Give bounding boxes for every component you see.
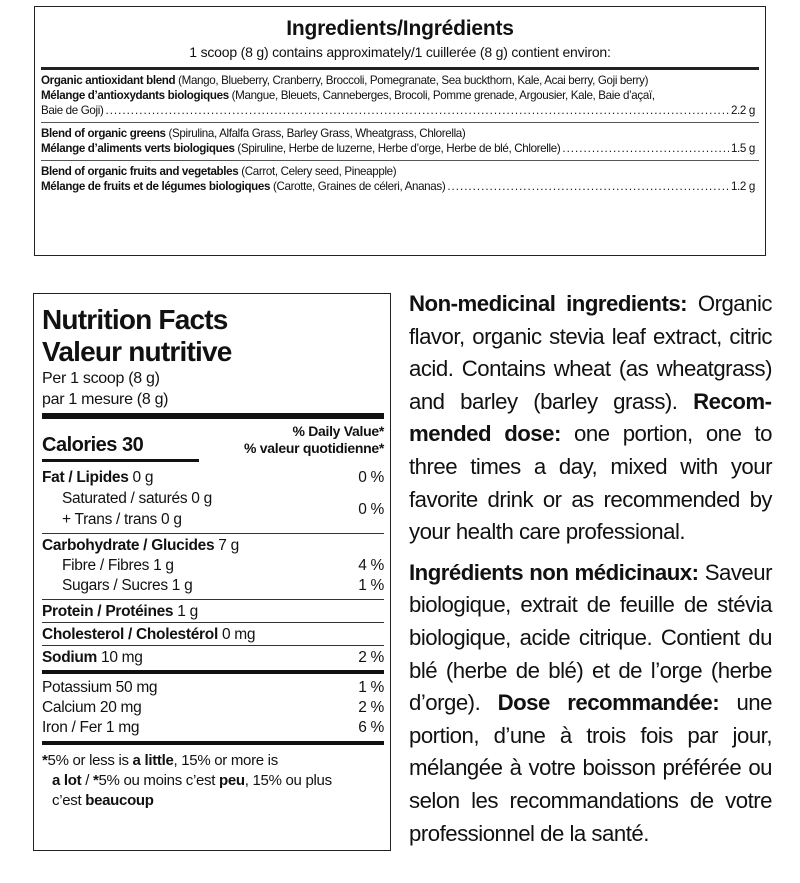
carbohydrate-row bbox=[42, 533, 384, 556]
non-medicinal-ingredients-text bbox=[409, 288, 772, 850]
protein-label: Protein / Protéines bbox=[42, 603, 174, 620]
calories-row bbox=[42, 419, 384, 457]
footnote-text: c’est bbox=[52, 792, 86, 809]
fat-label: Fat / Lipides bbox=[42, 469, 129, 486]
calcium-row bbox=[42, 698, 384, 718]
footnote-star: * bbox=[42, 752, 48, 769]
en-nonmed-text: Organic flavor, organic stevia leaf extract, citric acid. Contains wheat (as wheatgrass) and barley (barley grass). bbox=[409, 291, 773, 414]
blend-amount: 1.2 g bbox=[730, 180, 755, 193]
sugars-pct: 1 % bbox=[358, 577, 384, 594]
iron-row bbox=[42, 718, 384, 741]
fibre-row bbox=[42, 556, 384, 576]
footnote-bold: a lot bbox=[52, 772, 82, 789]
potassium-pct: 1 % bbox=[358, 679, 384, 696]
blend-fr-list: (Spiruline, Herbe de luzerne, Herbe d’orge, Herbe de blé, Chlorelle) bbox=[234, 142, 561, 155]
fr-dose-text: une portion, d’une à trois fois par jour, mélangée à votre boisson préférée ou selon les recommandations de votre professionnel de la santé. bbox=[409, 690, 772, 846]
blend-fr-list: (Carotte, Graines de céleri, Ananas) bbox=[270, 180, 446, 193]
blend-amount: 1.5 g bbox=[730, 142, 755, 155]
footnote bbox=[42, 745, 384, 811]
fr-dose-label: Dose recommandée: bbox=[497, 690, 720, 716]
fat-row bbox=[42, 468, 384, 488]
blend-en-name: Blend of organic greens bbox=[41, 127, 166, 140]
sodium-value: 10 mg bbox=[97, 649, 143, 666]
nutrition-title-en: Nutrition Facts bbox=[42, 304, 228, 335]
daily-value-fr: % valeur quotidienne* bbox=[244, 440, 384, 456]
fr-nonmed-label: Ingrédients non médicinaux: bbox=[409, 559, 699, 585]
ingredients-subtitle: 1 scoop (8 g) contains approximately/1 cuillerée (8 g) contient environ: bbox=[189, 44, 611, 60]
serving-size-en: Per 1 scoop (8 g) bbox=[42, 370, 160, 387]
dot-leader bbox=[447, 179, 729, 194]
blend-fruits-vegetables bbox=[41, 160, 759, 198]
calcium: Calcium 20 mg bbox=[42, 699, 142, 716]
nutrition-title-fr: Valeur nutritive bbox=[42, 336, 232, 367]
saturated: Saturated / saturés 0 g bbox=[62, 490, 212, 507]
daily-value-header bbox=[244, 423, 384, 457]
protein-value: 1 g bbox=[173, 603, 198, 620]
potassium: Potassium 50 mg bbox=[42, 679, 158, 696]
cholesterol-value: 0 mg bbox=[217, 626, 256, 643]
ingredients-title: Ingredients/Ingrédients bbox=[286, 17, 514, 40]
blend-fr-list: (Mangue, Bleuets, Canneberges, Brocoli, Pomme grenade, Argousier, Kale, Baie d’açaï, bbox=[228, 89, 655, 102]
calories-rule bbox=[42, 459, 199, 462]
blend-en-name: Organic antioxidant blend bbox=[41, 74, 176, 87]
saturated-trans-row bbox=[42, 488, 384, 530]
footnote-bold: beaucoup bbox=[85, 792, 154, 809]
dot-leader bbox=[562, 141, 729, 156]
blend-en-list: (Spirulina, Alfalfa Grass, Barley Grass, Wheatgrass, Chlorella) bbox=[165, 127, 466, 140]
sodium-pct: 2 % bbox=[358, 649, 384, 666]
carb-value: 7 g bbox=[214, 537, 239, 554]
fat-pct: 0 % bbox=[358, 469, 384, 486]
footnote-star: * bbox=[92, 772, 99, 789]
footnote-text: , 15% ou plus bbox=[244, 772, 332, 789]
sodium-label: Sodium bbox=[42, 649, 98, 666]
blend-antioxidant bbox=[41, 70, 759, 122]
footnote-text: 5% ou moins c’est bbox=[98, 772, 219, 789]
sodium-row bbox=[42, 645, 384, 670]
sodium-rule bbox=[42, 670, 384, 674]
blend-fr-list-cont: Baie de Goji) bbox=[41, 104, 104, 117]
blend-fr-name: Mélange de fruits et de légumes biologiques bbox=[41, 180, 271, 193]
fibre-pct: 4 % bbox=[358, 557, 384, 574]
footnote-bold: peu bbox=[219, 772, 245, 789]
en-dose-text: one portion, one to three times a day, mixed with your favorite drink or as recommended by your health care professional. bbox=[409, 421, 772, 545]
iron-pct: 6 % bbox=[358, 719, 384, 736]
sugars: Sugars / Sucres 1 g bbox=[62, 577, 193, 594]
cholesterol-label: Cholesterol / Cholestérol bbox=[42, 626, 218, 643]
carb-label: Carbohydrate / Glucides bbox=[42, 537, 215, 554]
fat-value: 0 g bbox=[128, 469, 154, 486]
fr-nonmed-text: Saveur biologique, extrait de feuille de stévia biologique, acide citrique. Contient du blé (herbe de blé) et de l’orge (herbe d’orge). bbox=[409, 559, 772, 716]
blend-en-list: (Carrot, Celery seed, Pineapple) bbox=[238, 165, 397, 178]
en-dose-label: Recommended dose: bbox=[409, 388, 772, 447]
dot-leader bbox=[105, 103, 728, 118]
blend-en-list: (Mango, Blueberry, Cranberry, Broccoli, Pomegranate, Sea buckthorn, Kale, Acai berry, Goji berry) bbox=[175, 74, 649, 87]
calories: Calories 30 bbox=[42, 434, 144, 456]
sugars-row bbox=[42, 576, 384, 596]
protein-row bbox=[42, 599, 384, 622]
english-paragraph bbox=[409, 288, 772, 549]
iron: Iron / Fer 1 mg bbox=[42, 719, 140, 736]
cholesterol-row bbox=[42, 622, 384, 645]
footnote-text: 5% or less is bbox=[47, 752, 133, 769]
footnote-bold: a little bbox=[132, 752, 174, 769]
potassium-row bbox=[42, 678, 384, 698]
trans: + Trans / trans 0 g bbox=[62, 511, 182, 528]
french-paragraph bbox=[409, 557, 772, 850]
blend-fr-name: Mélange d’aliments verts biologiques bbox=[41, 142, 235, 155]
daily-value-en: % Daily Value* bbox=[292, 423, 384, 439]
footnote-text: , 15% or more is bbox=[173, 752, 278, 769]
serving-size-fr: par 1 mesure (8 g) bbox=[42, 391, 169, 408]
footnote-text: / bbox=[81, 772, 93, 789]
blend-amount: 2.2 g bbox=[730, 104, 755, 117]
calcium-pct: 2 % bbox=[358, 699, 384, 716]
saturated-trans-pct: 0 % bbox=[358, 500, 384, 518]
blend-en-name: Blend of organic fruits and vegetables bbox=[41, 165, 239, 178]
blend-fr-name: Mélange d’antioxydants biologiques bbox=[41, 89, 229, 102]
ingredients-panel bbox=[34, 6, 766, 256]
blend-greens bbox=[41, 122, 759, 160]
en-nonmed-label: Non-medicinal ingredients: bbox=[409, 291, 688, 316]
nutrition-facts-panel bbox=[33, 293, 391, 851]
fibre: Fibre / Fibres 1 g bbox=[62, 557, 174, 574]
